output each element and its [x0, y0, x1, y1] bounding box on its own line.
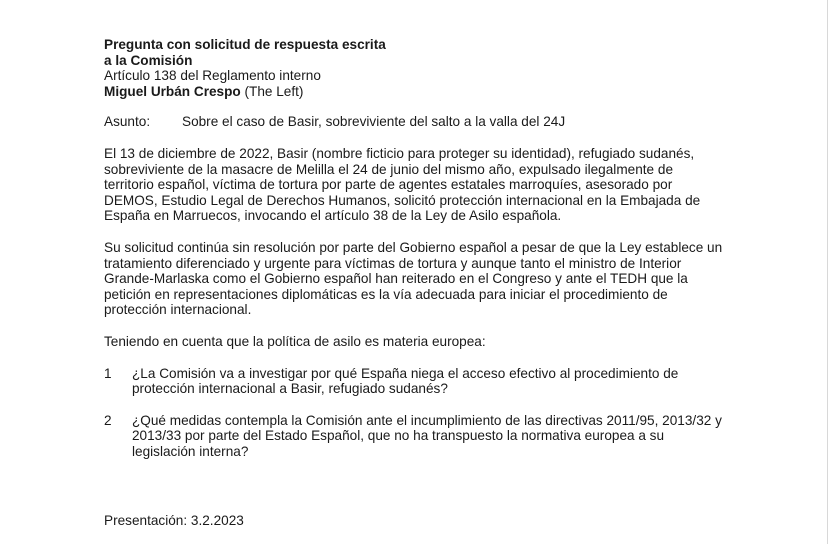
- subject-label: Asunto:: [104, 114, 151, 130]
- question-item: [104, 413, 726, 460]
- title-line-2: a la Comisión: [104, 52, 193, 68]
- document-header: [104, 37, 726, 99]
- author-group: (The Left): [244, 83, 304, 99]
- paragraph-1: El 13 de diciembre de 2022, Basir (nombre ficticio para proteger su identidad), refugiado sudanés, sobreviviente de la masacre de Melilla el 24 de junio del mismo año, expulsado ilegalmente de territorio español, víctima de tortura por parte de agentes estatales marroquíes, asesorado por DEMOS, Estudio Legal de Derechos Humanos, solicitó protección internacional en la Embajada de España en Marruecos, invocando el artículo 38 de la Ley de Asilo española.: [104, 145, 701, 224]
- author-name: Miguel Urbán Crespo: [104, 83, 241, 99]
- question-text: ¿Qué medidas contempla la Comisión ante el incumplimiento de las directivas 2011/95, 2013/32 y 2013/33 por parte del Estado Español, que no ha transpuesto la normativa europea a su legislación interna?: [132, 412, 722, 459]
- title-line-1: Pregunta con solicitud de respuesta escrita: [104, 37, 386, 52]
- article-reference: Artículo 138 del Reglamento interno: [104, 68, 321, 84]
- document-body: [104, 37, 726, 459]
- question-text: ¿La Comisión va a investigar por qué España niega el acceso efectivo al procedimiento de protección internacional a Basir, refugiado sudanés?: [132, 365, 679, 397]
- question-item: [104, 366, 726, 397]
- subject-text: Sobre el caso de Basir, sobreviviente del salto a la valla del 24J: [182, 114, 566, 130]
- question-number: 2: [104, 412, 112, 428]
- author-line: [104, 84, 726, 100]
- subject-line: [104, 114, 726, 130]
- presentation-date: Presentación: 3.2.2023: [104, 513, 244, 528]
- questions-intro: Teniendo en cuenta que la política de asilo es materia europea:: [104, 333, 486, 349]
- paragraph-2: Su solicitud continúa sin resolución por parte del Gobierno español a pesar de que la Ley establece un tratamiento diferenciado y urgente para víctimas de tortura y aunque tanto el ministro de Interior Grande-Marlaska como el Gobierno español han reiterado en el Congreso y ante el TEDH que la petición en representaciones diplomáticas es la vía adecuada para iniciar el procedimiento de protección internacional.: [104, 239, 723, 318]
- question-number: 1: [104, 365, 112, 381]
